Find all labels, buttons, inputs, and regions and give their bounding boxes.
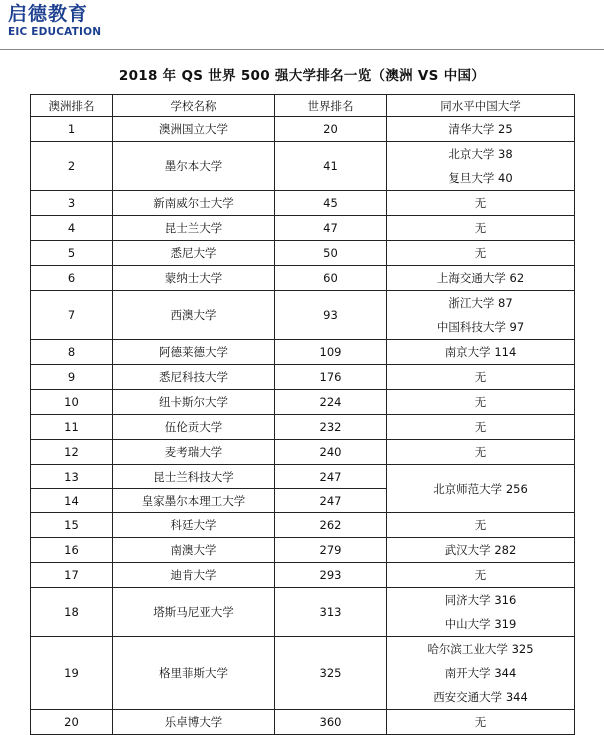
- china-peer-university: 无: [474, 395, 487, 409]
- document-title: 2018 年 QS 世界 500 强大学排名一览（澳洲 VS 中国）: [118, 68, 486, 84]
- china-peer-university: 无: [474, 445, 487, 459]
- china-peer-cell: [387, 365, 575, 390]
- china-peer-cell: [387, 291, 575, 340]
- china-peer-university: 南开大学 344: [444, 666, 517, 680]
- world-rank-cell: 247: [275, 489, 387, 513]
- china-peer-university: 北京师范大学 256: [433, 481, 528, 496]
- school-name-cell: 伍伦贡大学: [113, 415, 275, 440]
- table-row: [31, 710, 575, 735]
- world-rank-cell: 279: [275, 538, 387, 563]
- china-peer-cell: [387, 241, 575, 266]
- table-row: [31, 637, 575, 710]
- table-row: [31, 440, 575, 465]
- table-row: [31, 241, 575, 266]
- school-name-cell: 蒙纳士大学: [113, 266, 275, 291]
- table-row: [31, 365, 575, 390]
- column-header-world-rank: 世界排名: [275, 95, 387, 117]
- world-rank-cell: 247: [275, 465, 387, 489]
- china-peer-cell: [387, 142, 575, 191]
- school-name-cell: 昆士兰大学: [113, 216, 275, 241]
- logo-chinese-text: 启德教育: [8, 3, 89, 25]
- china-peer-university: 中山大学 319: [444, 617, 517, 631]
- school-name-cell: 西澳大学: [113, 291, 275, 340]
- china-peer-university: 上海交通大学 62: [436, 271, 525, 285]
- au-rank-cell: 9: [31, 365, 113, 390]
- school-name-cell: 格里菲斯大学: [113, 637, 275, 710]
- china-peer-cell: [387, 440, 575, 465]
- table-row: [31, 513, 575, 538]
- china-peer-university: 同济大学 316: [444, 593, 517, 607]
- china-peer-university: 无: [474, 246, 487, 260]
- table-row: [31, 588, 575, 637]
- au-rank-cell: 4: [31, 216, 113, 241]
- world-rank-cell: 47: [275, 216, 387, 241]
- table-row: [31, 191, 575, 216]
- table-row: [31, 266, 575, 291]
- world-rank-cell: 20: [275, 117, 387, 142]
- china-peer-university: 无: [474, 221, 487, 235]
- school-name-cell: 科廷大学: [113, 513, 275, 538]
- world-rank-cell: 93: [275, 291, 387, 340]
- china-peer-university: 无: [474, 370, 487, 384]
- au-rank-cell: 8: [31, 340, 113, 365]
- china-peer-cell: [387, 637, 575, 710]
- school-name-cell: 昆士兰科技大学: [113, 465, 275, 489]
- school-name-cell: 麦考瑞大学: [113, 440, 275, 465]
- school-name-cell: 澳洲国立大学: [113, 117, 275, 142]
- china-peer-university: 武汉大学 282: [444, 543, 517, 557]
- china-peer-university: 无: [474, 568, 487, 582]
- world-rank-cell: 262: [275, 513, 387, 538]
- china-peer-cell: [387, 538, 575, 563]
- table-row: [31, 216, 575, 241]
- china-peer-university: 浙江大学 87: [448, 296, 513, 310]
- table-row: [31, 538, 575, 563]
- world-rank-cell: 240: [275, 440, 387, 465]
- table-header-row: [31, 95, 575, 117]
- school-name-cell: 皇家墨尔本理工大学: [113, 489, 275, 513]
- au-rank-cell: 7: [31, 291, 113, 340]
- world-rank-cell: 325: [275, 637, 387, 710]
- ranking-table: [30, 94, 575, 735]
- world-rank-cell: 313: [275, 588, 387, 637]
- school-name-cell: 南澳大学: [113, 538, 275, 563]
- china-peer-cell: [387, 513, 575, 538]
- china-peer-university: 无: [474, 518, 487, 532]
- table-row: [31, 117, 575, 142]
- au-rank-cell: 16: [31, 538, 113, 563]
- table-body: [31, 117, 575, 735]
- au-rank-cell: 12: [31, 440, 113, 465]
- china-peer-cell: [387, 588, 575, 637]
- au-rank-cell: 1: [31, 117, 113, 142]
- au-rank-cell: 18: [31, 588, 113, 637]
- au-rank-cell: 17: [31, 563, 113, 588]
- table-row: [31, 563, 575, 588]
- column-header-school-name: 学校名称: [113, 95, 275, 117]
- china-peer-cell: [387, 465, 575, 513]
- china-peer-cell: [387, 340, 575, 365]
- school-name-cell: 纽卡斯尔大学: [113, 390, 275, 415]
- china-peer-cell: [387, 710, 575, 735]
- china-peer-university: 清华大学 25: [448, 122, 513, 136]
- au-rank-cell: 19: [31, 637, 113, 710]
- au-rank-cell: 10: [31, 390, 113, 415]
- world-rank-cell: 41: [275, 142, 387, 191]
- china-peer-cell: [387, 415, 575, 440]
- china-peer-university: 中国科技大学 97: [436, 320, 525, 334]
- china-peer-university: 北京大学 38: [448, 147, 513, 161]
- table-row: [31, 415, 575, 440]
- au-rank-cell: 13: [31, 465, 113, 489]
- au-rank-cell: 15: [31, 513, 113, 538]
- au-rank-cell: 20: [31, 710, 113, 735]
- world-rank-cell: 45: [275, 191, 387, 216]
- china-peer-university: 无: [474, 196, 487, 210]
- china-peer-university: 西安交通大学 344: [433, 690, 528, 704]
- school-name-cell: 塔斯马尼亚大学: [113, 588, 275, 637]
- header-divider: [0, 49, 604, 50]
- school-name-cell: 墨尔本大学: [113, 142, 275, 191]
- school-name-cell: 新南威尔士大学: [113, 191, 275, 216]
- china-peer-university: 无: [474, 715, 487, 729]
- china-peer-cell: [387, 191, 575, 216]
- china-peer-cell: [387, 390, 575, 415]
- table-row: [31, 390, 575, 415]
- au-rank-cell: 3: [31, 191, 113, 216]
- world-rank-cell: 232: [275, 415, 387, 440]
- au-rank-cell: 11: [31, 415, 113, 440]
- china-peer-cell: [387, 563, 575, 588]
- logo-english-text: EIC EDUCATION: [8, 26, 102, 38]
- world-rank-cell: 176: [275, 365, 387, 390]
- china-peer-university: 无: [474, 420, 487, 434]
- column-header-au-rank: 澳洲排名: [31, 95, 113, 117]
- au-rank-cell: 14: [31, 489, 113, 513]
- school-name-cell: 乐卓博大学: [113, 710, 275, 735]
- table-row: [31, 340, 575, 365]
- au-rank-cell: 2: [31, 142, 113, 191]
- china-peer-cell: [387, 117, 575, 142]
- school-name-cell: 阿德莱德大学: [113, 340, 275, 365]
- world-rank-cell: 109: [275, 340, 387, 365]
- table-row: [31, 142, 575, 191]
- china-peer-cell: [387, 216, 575, 241]
- china-peer-university: 哈尔滨工业大学 325: [427, 642, 534, 656]
- china-peer-cell: [387, 266, 575, 291]
- school-name-cell: 悉尼科技大学: [113, 365, 275, 390]
- eic-logo: [8, 3, 101, 38]
- table-row: [31, 291, 575, 340]
- world-rank-cell: 50: [275, 241, 387, 266]
- table-row: [31, 465, 575, 489]
- au-rank-cell: 5: [31, 241, 113, 266]
- school-name-cell: 迪肯大学: [113, 563, 275, 588]
- column-header-china-peer: 同水平中国大学: [387, 95, 575, 117]
- au-rank-cell: 6: [31, 266, 113, 291]
- world-rank-cell: 293: [275, 563, 387, 588]
- china-peer-university: 南京大学 114: [444, 345, 517, 359]
- world-rank-cell: 224: [275, 390, 387, 415]
- world-rank-cell: 360: [275, 710, 387, 735]
- china-peer-university: 复旦大学 40: [448, 171, 513, 185]
- world-rank-cell: 60: [275, 266, 387, 291]
- school-name-cell: 悉尼大学: [113, 241, 275, 266]
